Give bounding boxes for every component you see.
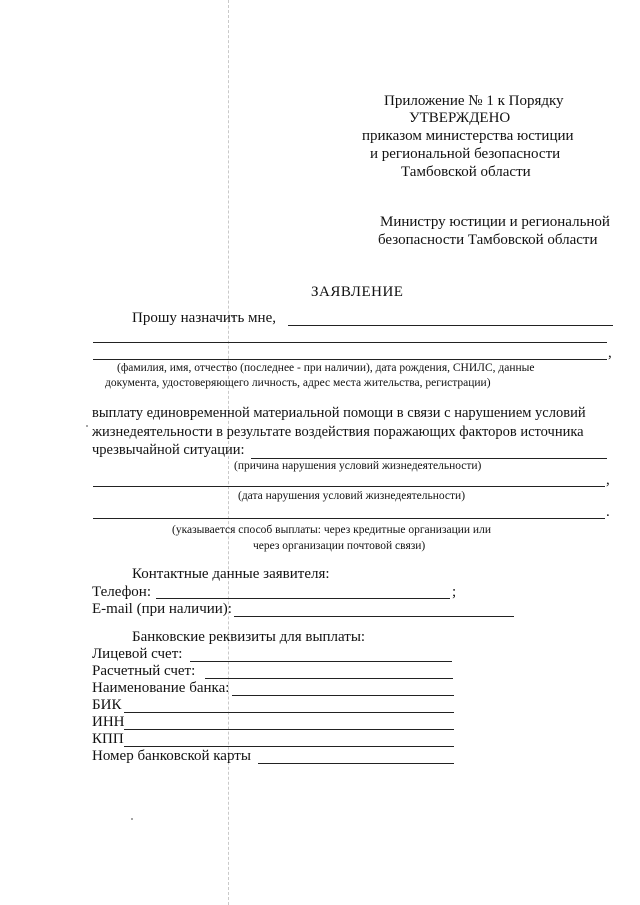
header-ministry-line: и региональной безопасности (370, 146, 561, 162)
applicant-details-field-1[interactable] (93, 342, 607, 343)
payment-method-field[interactable] (93, 518, 605, 519)
header-order-line: приказом министерства юстиции (362, 128, 574, 144)
addressee-line-1: Министру юстиции и региональной (380, 214, 610, 230)
applicant-hint-line-1: (фамилия, имя, отчество (последнее - при наличии), дата рождения, СНИЛС, данные (117, 362, 535, 374)
payment-text-line-2: жизнедеятельности в результате воздействия поражающих факторов источника (92, 424, 584, 440)
phone-field[interactable] (156, 598, 450, 599)
date-hint: (дата нарушения условий жизнедеятельности) (238, 490, 466, 502)
bank-heading: Банковские реквизиты для выплаты: (132, 629, 366, 645)
phone-label: Телефон: (92, 584, 151, 600)
violation-date-field[interactable] (93, 486, 605, 487)
reason-field[interactable] (251, 458, 607, 459)
date-comma: , (606, 472, 610, 488)
personal-account-field[interactable] (190, 661, 452, 662)
scan-speck (86, 425, 88, 427)
request-intro: Прошу назначить мне, (132, 310, 276, 326)
header-region-line: Тамбовской области (401, 164, 531, 180)
personal-account-label: Лицевой счет: (92, 646, 183, 662)
payment-text-line-1: выплату единовременной материальной помощи в связи с нарушением условий (92, 405, 586, 421)
addressee-line-2: безопасности Тамбовской области (378, 232, 598, 248)
settlement-account-label: Расчетный счет: (92, 663, 196, 679)
method-hint-line-1: (указывается способ выплаты: через кредитные организации или (172, 524, 491, 536)
applicant-details-field-2[interactable] (93, 359, 607, 360)
header-approved-line: УТВЕРЖДЕНО (409, 110, 511, 126)
card-number-label: Номер банковской карты (92, 748, 251, 764)
request-comma: , (608, 345, 612, 361)
document-title: ЗАЯВЛЕНИЕ (311, 284, 404, 300)
payment-text-line-3: чрезвычайной ситуации: (92, 442, 245, 458)
method-period: . (606, 504, 610, 520)
reason-hint: (причина нарушения условий жизнедеятельности) (234, 460, 482, 472)
card-number-field[interactable] (258, 763, 454, 764)
bank-name-label: Наименование банка: (92, 680, 230, 696)
method-hint-line-2: через организации почтовой связи) (253, 540, 426, 552)
applicant-hint-line-2: документа, удостоверяющего личность, адрес места жительства, регистрации) (105, 377, 491, 389)
bik-label: БИК (92, 697, 122, 713)
contacts-heading: Контактные данные заявителя: (132, 566, 330, 582)
scan-speck (131, 818, 133, 820)
bik-field[interactable] (124, 712, 454, 713)
kpp-field[interactable] (124, 746, 454, 747)
phone-semicolon: ; (452, 584, 457, 600)
applicant-name-field[interactable] (288, 325, 613, 326)
inn-label: ИНН (92, 714, 125, 730)
email-field[interactable] (234, 616, 514, 617)
kpp-label: КПП (92, 731, 124, 747)
email-label: E-mail (при наличии): (92, 601, 232, 617)
settlement-account-field[interactable] (205, 678, 453, 679)
inn-field[interactable] (124, 729, 454, 730)
header-appendix-line: Приложение № 1 к Порядку (384, 93, 564, 109)
bank-name-field[interactable] (232, 695, 454, 696)
